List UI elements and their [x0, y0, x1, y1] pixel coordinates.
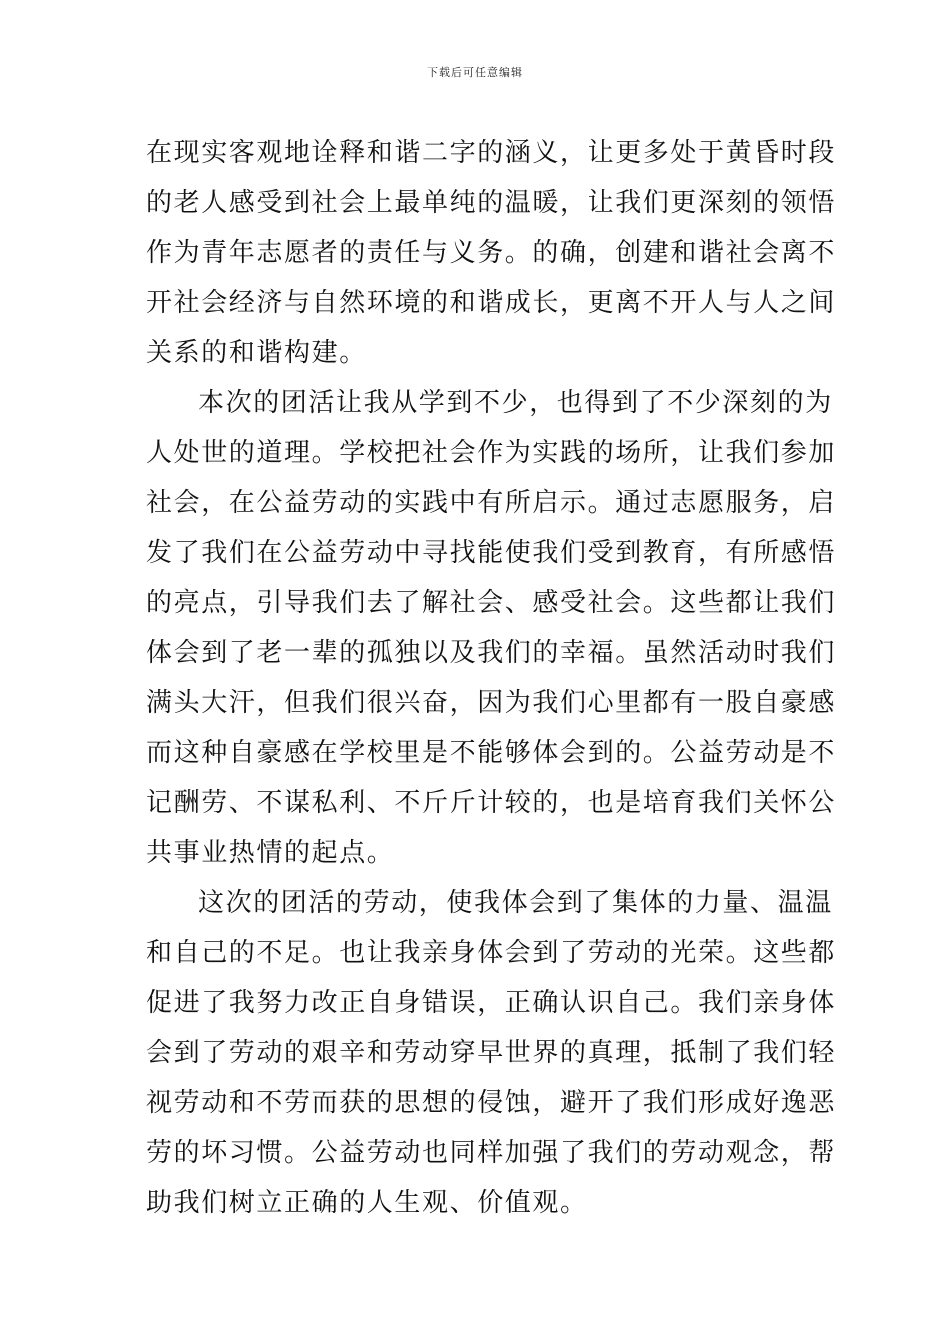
- text-line: 满头大汗，但我们很兴奋，因为我们心里都有一股自豪感: [146, 688, 837, 718]
- text-line: 共事业热情的起点。: [146, 838, 395, 868]
- text-line: 发了我们在公益劳动中寻找能使我们受到教育，有所感悟: [146, 538, 837, 568]
- text-line: 的亮点，引导我们去了解社会、感受社会。这些都让我们: [146, 588, 837, 618]
- text-line: 而这种自豪感在学校里是不能够体会到的。公益劳动是不: [146, 738, 837, 768]
- text-line: 记酬劳、不谋私利、不斤斤计较的，也是培育我们关怀公: [146, 788, 837, 818]
- paragraph-first-line: 这次的团活的劳动，使我体会到了集体的力量、温温: [198, 888, 833, 918]
- text-line: 开社会经济与自然环境的和谐成长，更离不开人与人之间: [146, 288, 837, 318]
- text-line: 人处世的道理。学校把社会作为实践的场所，让我们参加: [146, 438, 837, 468]
- text-line: 和自己的不足。也让我亲身体会到了劳动的光荣。这些都: [146, 938, 837, 968]
- text-line: 在现实客观地诠释和谐二字的涵义，让更多处于黄昏时段: [146, 138, 837, 168]
- text-line: 关系的和谐构建。: [146, 338, 367, 368]
- paragraph-first-line: 本次的团活让我从学到不少，也得到了不少深刻的为: [198, 388, 833, 418]
- text-line: 作为青年志愿者的责任与义务。的确，创建和谐社会离不: [146, 238, 837, 268]
- text-line: 劳的坏习惯。公益劳动也同样加强了我们的劳动观念，帮: [146, 1138, 837, 1168]
- text-line: 促进了我努力改正自身错误，正确认识自己。我们亲身体: [146, 988, 837, 1018]
- text-line: 的老人感受到社会上最单纯的温暖，让我们更深刻的领悟: [146, 188, 837, 218]
- text-line: 社会，在公益劳动的实践中有所启示。通过志愿服务，启: [146, 488, 837, 518]
- page-header: 下载后可任意编辑: [427, 66, 523, 79]
- text-line: 视劳动和不劳而获的思想的侵蚀，避开了我们形成好逸恶: [146, 1088, 837, 1118]
- document-body: [146, 128, 837, 1228]
- text-line: 会到了劳动的艰辛和劳动穿早世界的真理，抵制了我们轻: [146, 1038, 837, 1068]
- text-line: 助我们树立正确的人生观、价值观。: [146, 1188, 588, 1218]
- text-line: 体会到了老一辈的孤独以及我们的幸福。虽然活动时我们: [146, 638, 837, 668]
